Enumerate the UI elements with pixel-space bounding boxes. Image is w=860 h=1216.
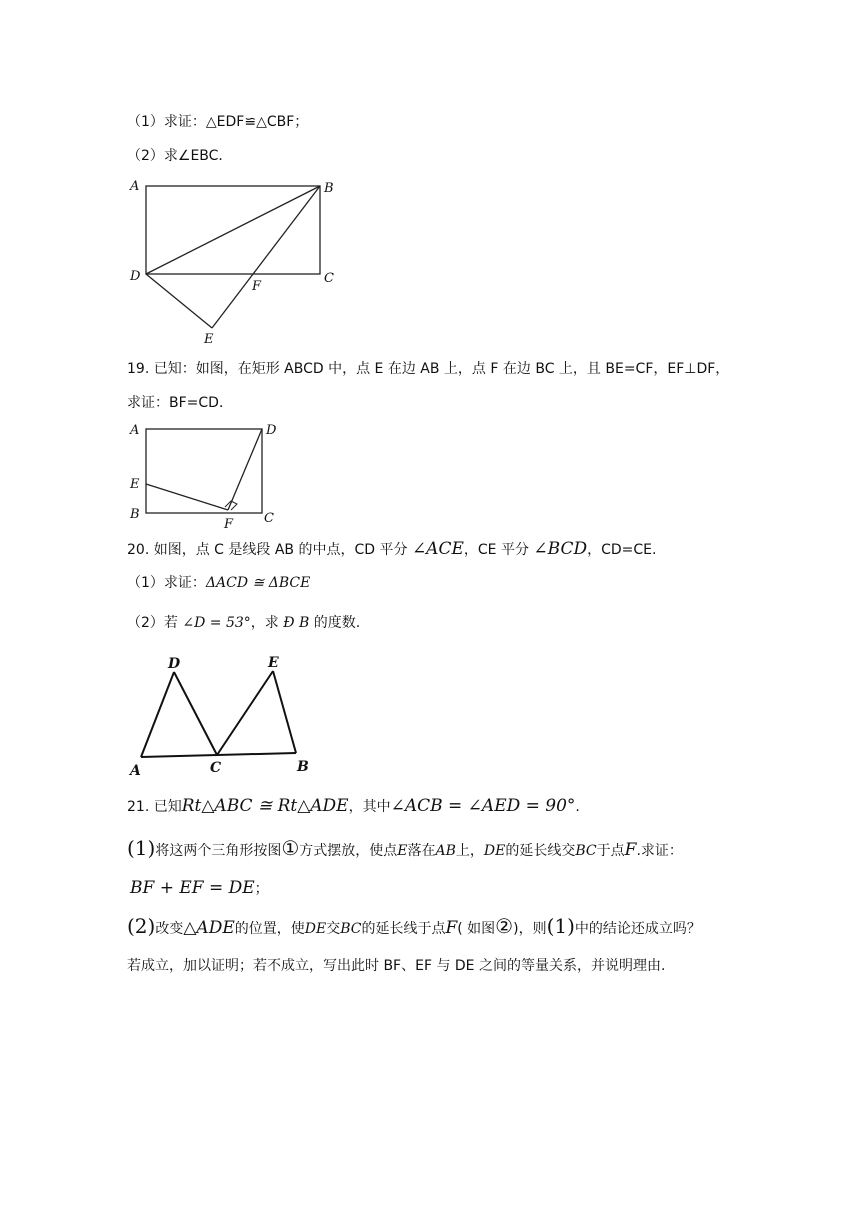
- q21-p1-ab: AB: [435, 843, 456, 859]
- q20-p1-formula: ΔACD ≅ ΔBCE: [205, 575, 311, 591]
- q21-p2a: 改变: [155, 921, 184, 937]
- q20-angle-bcd: ∠BCD: [533, 539, 588, 559]
- q18-label-b: B: [324, 181, 334, 196]
- q20-label-d: D: [168, 656, 181, 672]
- q21-circle-1: ①: [281, 836, 300, 860]
- q18-label-f: F: [252, 279, 262, 294]
- q21-p2f: )，则: [513, 921, 547, 937]
- q20-label-c: C: [210, 760, 222, 776]
- q21-p2-ref: (1): [546, 914, 575, 938]
- q21-l1b: ，其中: [348, 799, 391, 815]
- q21-p2-f: F: [445, 918, 458, 938]
- q21-p2-triangle: △ADE: [183, 918, 235, 938]
- q21-part2-line2: 若成立，加以证明；若不成立，写出此时 BF、EF 与 DE 之间的等量关系，并说明理由.: [127, 958, 666, 974]
- q21-p1d: 上，: [455, 843, 484, 859]
- q20-p2c: 的度数.: [313, 615, 361, 631]
- q21-p1f: 于点: [596, 843, 625, 859]
- q21-right-angles: ∠ACB = ∠AED = 90°: [390, 796, 576, 816]
- q21-p1-number: (1): [127, 836, 156, 860]
- q21-p2b: 的位置，使: [234, 921, 305, 937]
- q21-part2-line1: [127, 912, 701, 943]
- q20-label-e: E: [268, 655, 279, 671]
- q20-angle-d: ∠D = 53°: [182, 615, 251, 631]
- q21-p1-f: F: [624, 840, 637, 860]
- q19-label-c: C: [264, 511, 274, 526]
- q18-label-a: A: [130, 179, 140, 194]
- q20-p2b: ，求: [250, 615, 279, 631]
- q19-text-line2: 求证：BF=CD．: [127, 395, 233, 411]
- q21-p2d: 的延长线于点: [361, 921, 446, 937]
- q21-p1-de: DE: [483, 843, 506, 859]
- q21-p1-equation: BF + EF = DE: [130, 878, 255, 898]
- q18-part2: （2）求∠EBC．: [127, 148, 233, 164]
- q20-l1a: 20. 如图，点 C 是线段 AB 的中点，CD 平分: [127, 542, 408, 558]
- q21-p2c: 交: [326, 921, 341, 937]
- q21-part1-line2: [130, 876, 269, 901]
- q20-l1b: ，CE 平分: [463, 542, 529, 558]
- q21-congruence: Rt△ABC ≅ Rt△ADE: [181, 796, 349, 816]
- q21-p1e: 的延长线交: [505, 843, 576, 859]
- q21-p1h: ；: [254, 881, 269, 897]
- q19-label-a: A: [130, 423, 140, 438]
- q21-p1-bc: BC: [575, 843, 597, 859]
- q21-l1c: .: [575, 799, 580, 815]
- q20-p2a: （2）若: [127, 615, 178, 631]
- q21-p2-de: DE: [304, 921, 327, 937]
- q20-label-a: A: [130, 763, 141, 779]
- q19-label-d: D: [266, 423, 277, 438]
- q20-p1a: （1）求证：: [127, 575, 206, 591]
- q21-p1c: 落在: [407, 843, 436, 859]
- q18-label-c: C: [324, 271, 334, 286]
- q21-p2-bc: BC: [340, 921, 362, 937]
- q19-label-f: F: [224, 517, 234, 532]
- q21-p1b: 方式摆放，使点: [299, 843, 398, 859]
- q19-label-e: E: [130, 477, 140, 492]
- q21-l1a: 21. 已知: [127, 799, 182, 815]
- q20-label-b: B: [297, 759, 309, 775]
- q19-text-line1: 19. 已知：如图，在矩形 ABCD 中，点 E 在边 AB 上，点 F 在边 BC 上，且 BE=CF，EF⊥DF，: [127, 361, 730, 377]
- q21-p1g: .求证：: [636, 843, 683, 859]
- q18-part1: （1）求证：△EDF≌△CBF；: [127, 114, 309, 130]
- q21-text-line1: [127, 793, 580, 820]
- q20-angle-b: Ð B: [283, 615, 310, 631]
- q19-label-b: B: [130, 507, 140, 522]
- q21-p2-number: (2): [127, 914, 156, 938]
- q18-label-e: E: [204, 332, 214, 347]
- q21-p2g: 中的结论还成立吗？: [574, 921, 701, 937]
- q21-p1-e: E: [397, 843, 408, 859]
- q21-circle-2: ②: [495, 914, 514, 938]
- q21-p2e: ( 如图: [457, 921, 496, 937]
- q21-p1a: 将这两个三角形按图: [155, 843, 282, 859]
- q20-l1c: ，CD=CE.: [587, 542, 657, 558]
- q20-angle-ace: ∠ACE: [411, 539, 464, 559]
- q18-label-d: D: [130, 269, 141, 284]
- q21-part1-line1: [127, 834, 683, 865]
